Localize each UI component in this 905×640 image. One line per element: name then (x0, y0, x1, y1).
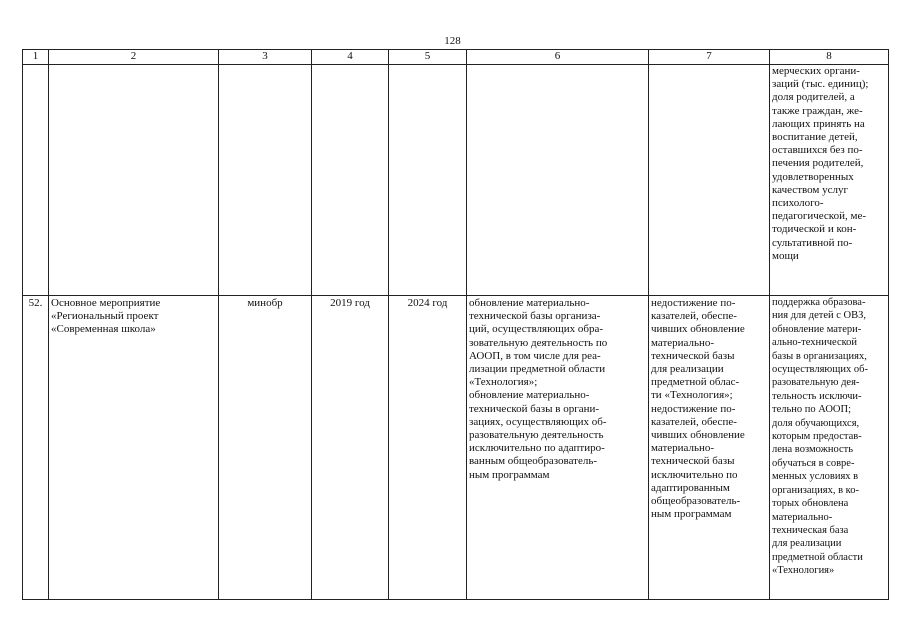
column-header-1: 1 (23, 50, 49, 65)
cell-indicators: поддержка образова- ния для детей с ОВЗ, обновление матери- ально-технической базы в организациях, осуществляющих об- разовательную дея- тельность исключи- тельно по АООП; доля обучающихся, которым предостав- лена возможность обучаться в совре- менных условиях в организациях, в ко- торых обновлена материально- техническая база для реализации предметной области «Технология» (770, 296, 889, 600)
cell-end-year: 2024 год (389, 296, 467, 600)
cell-consequences (649, 65, 770, 296)
cell-measure-name (49, 65, 219, 296)
column-header-3: 3 (219, 50, 312, 65)
page-number: 128 (444, 35, 461, 47)
column-header-8: 8 (770, 50, 889, 65)
cell-start-year (312, 65, 389, 296)
column-number-row (23, 50, 889, 65)
table-row-continuation (23, 65, 889, 296)
cell-consequences: недостижение по- казателей, обеспе- чивших обновление материально- технической базы для реализации предметной облас- ти «Технология»; недостижение по- казателей, обеспе- чивших обновление материально- технической базы исключительно по адаптированным общеобразователь- ным программам (649, 296, 770, 600)
column-header-5: 5 (389, 50, 467, 65)
table-row-52 (23, 296, 889, 600)
cell-measure-name: Основное мероприятие «Региональный проект «Современная школа» (49, 296, 219, 600)
cell-executor: минобр (219, 296, 312, 600)
cell-executor (219, 65, 312, 296)
cell-expected-result (467, 65, 649, 296)
column-header-4: 4 (312, 50, 389, 65)
measures-table (22, 49, 889, 600)
cell-expected-result: обновление материально- технической базы организа- ций, осуществляющих обра- зовательную деятельность по АООП, в том числе для реа- лизации предметной области «Технология»; обновление материально- технической базы в органи- зациях, осуществляющих об- разовательную деятельность исключительно по адаптиро- ванным общеобразователь- ным программам (467, 296, 649, 600)
cell-indicators: мерческих органи- заций (тыс. единиц); доля родителей, а также граждан, же- лающих принять на воспитание детей, оставшихся без по- печения родителей, удовлетворенных качеством услуг психолого- педагогической, ме- тодической и кон- сультативной по- мощи (770, 65, 889, 296)
column-header-6: 6 (467, 50, 649, 65)
cell-start-year: 2019 год (312, 296, 389, 600)
column-header-7: 7 (649, 50, 770, 65)
cell-end-year (389, 65, 467, 296)
cell-number (23, 65, 49, 296)
column-header-2: 2 (49, 50, 219, 65)
cell-number: 52. (23, 296, 49, 600)
